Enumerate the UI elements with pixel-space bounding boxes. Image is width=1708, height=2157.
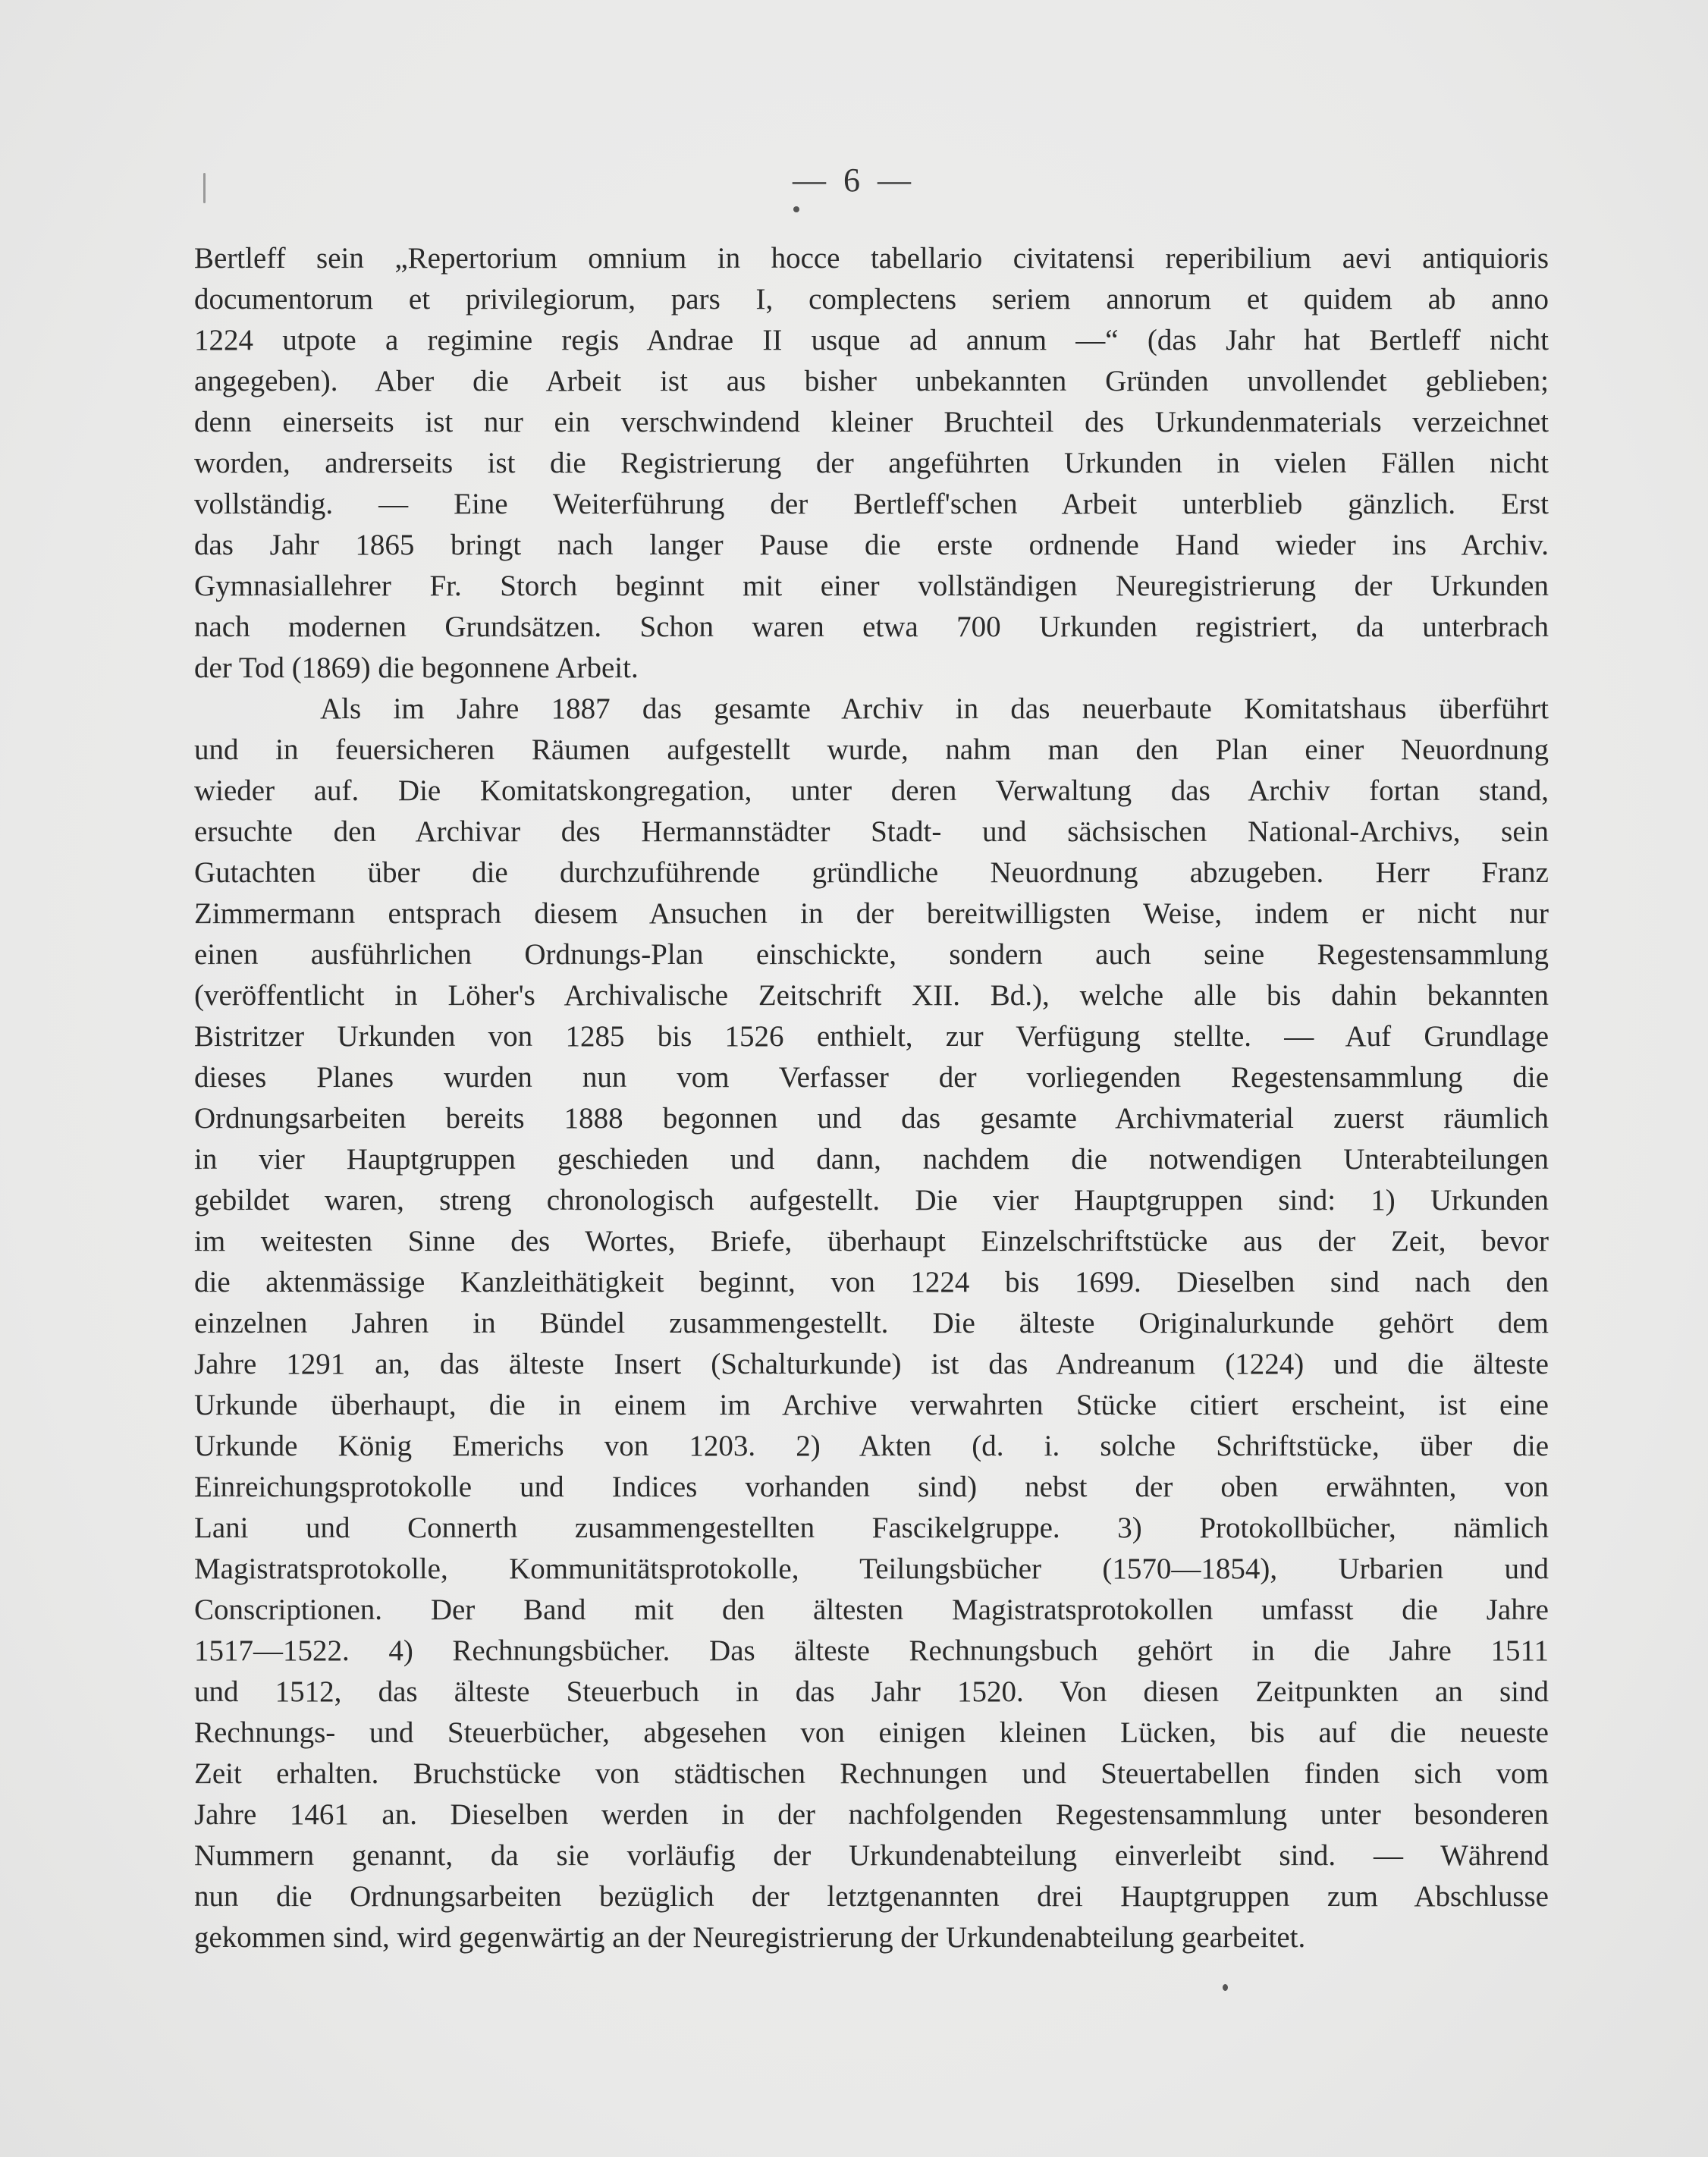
text-line: Gymnasiallehrer Fr. Storch beginnt mit einer vollständigen Neuregistrierung der Urkunden	[194, 570, 1549, 602]
ink-speck	[1223, 1984, 1228, 1991]
text-line: Zeit erhalten. Bruchstücke von städtischen Rechnungen und Steuertabellen finden sich vom	[194, 1757, 1549, 1790]
paragraph-start-line: Als im Jahre 1887 das gesamte Archiv in das neuerbaute Komitatshaus überführt	[320, 692, 1549, 725]
text-line: Bertleff sein „Repertorium omnium in hocce tabellario civitatensi reperibilium aevi antiquioris	[194, 242, 1549, 275]
text-line: dieses Planes wurden nun vom Verfasser der vorliegenden Regestensammlung die	[194, 1061, 1549, 1094]
text-line: nach modernen Grundsätzen. Schon waren etwa 700 Urkunden registriert, da unterbrach	[194, 611, 1549, 643]
text-line: Einreichungsprotokolle und Indices vorhanden sind) nebst der oben erwähnten, von	[194, 1471, 1549, 1503]
text-line: im weitesten Sinne des Wortes, Briefe, überhaupt Einzelschriftstücke aus der Zeit, bevor	[194, 1225, 1549, 1257]
text-line: in vier Hauptgruppen geschieden und dann, nachdem die notwendigen Unterabteilungen	[194, 1143, 1549, 1176]
text-line: Magistratsprotokolle, Kommunitätsprotokolle, Teilungsbücher (1570—1854), Urbarien und	[194, 1553, 1549, 1585]
text-line: worden, andrerseits ist die Registrierung der angeführten Urkunden in vielen Fällen nicht	[194, 447, 1549, 479]
text-line: einzelnen Jahren in Bündel zusammengestellt. Die älteste Originalurkunde gehört dem	[194, 1307, 1549, 1339]
text-line: die aktenmässige Kanzleithätigkeit beginnt, von 1224 bis 1699. Dieselben sind nach den	[194, 1266, 1549, 1298]
text-line: Ordnungsarbeiten bereits 1888 begonnen und das gesamte Archivmaterial zuerst räumlich	[194, 1102, 1549, 1135]
text-line: Nummern genannt, da sie vorläufig der Urkundenabteilung einverleibt sind. — Während	[194, 1839, 1549, 1872]
text-line: denn einerseits ist nur ein verschwindend kleiner Bruchteil des Urkundenmaterials verzeichnet	[194, 406, 1549, 438]
text-line: nun die Ordnungsarbeiten bezüglich der letztgenannten drei Hauptgruppen zum Abschlusse	[194, 1880, 1549, 1913]
text-line: wieder auf. Die Komitatskongregation, unter deren Verwaltung das Archiv fortan stand,	[194, 774, 1549, 807]
text-line: angegeben). Aber die Arbeit ist aus bisher unbekannten Gründen unvollendet geblieben;	[194, 365, 1549, 397]
text-line: 1224 utpote a regimine regis Andrae II usque ad annum —“ (das Jahr hat Bertleff nicht	[194, 324, 1549, 356]
ink-speck	[203, 173, 206, 203]
text-line: und in feuersicheren Räumen aufgestellt wurde, nahm man den Plan einer Neuordnung	[194, 733, 1549, 766]
text-line: und 1512, das älteste Steuerbuch in das Jahr 1520. Von diesen Zeitpunkten an sind	[194, 1675, 1549, 1708]
text-line: ersuchte den Archivar des Hermannstädter Stadt- und sächsischen National-Archivs, sein	[194, 815, 1549, 848]
text-line: Urkunde überhaupt, die in einem im Archive verwahrten Stücke citiert erscheint, ist eine	[194, 1389, 1549, 1421]
text-line: documentorum et privilegiorum, pars I, complectens seriem annorum et quidem ab anno	[194, 283, 1549, 316]
text-line: das Jahr 1865 bringt nach langer Pause die erste ordnende Hand wieder ins Archiv.	[194, 529, 1549, 561]
text-line: vollständig. — Eine Weiterführung der Bertleff'schen Arbeit unterblieb gänzlich. Erst	[194, 488, 1549, 520]
text-line: Zimmermann entsprach diesem Ansuchen in der bereitwilligsten Weise, indem er nicht nur	[194, 897, 1549, 930]
text-line: Bistritzer Urkunden von 1285 bis 1526 enthielt, zur Verfügung stellte. — Auf Grundlage	[194, 1020, 1549, 1053]
text-line: Rechnungs- und Steuerbücher, abgesehen von einigen kleinen Lücken, bis auf die neueste	[194, 1716, 1549, 1749]
text-line: 1517—1522. 4) Rechnungsbücher. Das älteste Rechnungsbuch gehört in die Jahre 1511	[194, 1634, 1549, 1667]
text-line: einen ausführlichen Ordnungs-Plan einschickte, sondern auch seine Regestensammlung	[194, 938, 1549, 971]
text-line: Gutachten über die durchzuführende gründliche Neuordnung abzugeben. Herr Franz	[194, 856, 1549, 889]
text-line: Jahre 1291 an, das älteste Insert (Schalturkunde) ist das Andreanum (1224) und die älteste	[194, 1348, 1549, 1380]
page-number: — 6 —	[793, 162, 915, 199]
text-line: Urkunde König Emerichs von 1203. 2) Akten (d. i. solche Schriftstücke, über die	[194, 1430, 1549, 1462]
text-line: Jahre 1461 an. Dieselben werden in der nachfolgenden Regestensammlung unter besonderen	[194, 1798, 1549, 1831]
text-line: Lani und Connerth zusammengestellten Fascikelgruppe. 3) Protokollbücher, nämlich	[194, 1512, 1549, 1544]
text-line: gebildet waren, streng chronologisch aufgestellt. Die vier Hauptgruppen sind: 1) Urkunden	[194, 1184, 1549, 1217]
text-line: Conscriptionen. Der Band mit den ältesten Magistratsprotokollen umfasst die Jahre	[194, 1593, 1549, 1626]
paragraph-end-line: der Tod (1869) die begonnene Arbeit.	[194, 651, 639, 684]
ink-speck	[793, 206, 799, 212]
body-text	[194, 238, 1549, 1958]
final-line: gekommen sind, wird gegenwärtig an der Neuregistrierung der Urkundenabteilung gearbeitet.	[194, 1921, 1306, 1954]
text-line: (veröffentlicht in Löher's Archivalische Zeitschrift XII. Bd.), welche alle bis dahin bekannten	[194, 979, 1549, 1012]
